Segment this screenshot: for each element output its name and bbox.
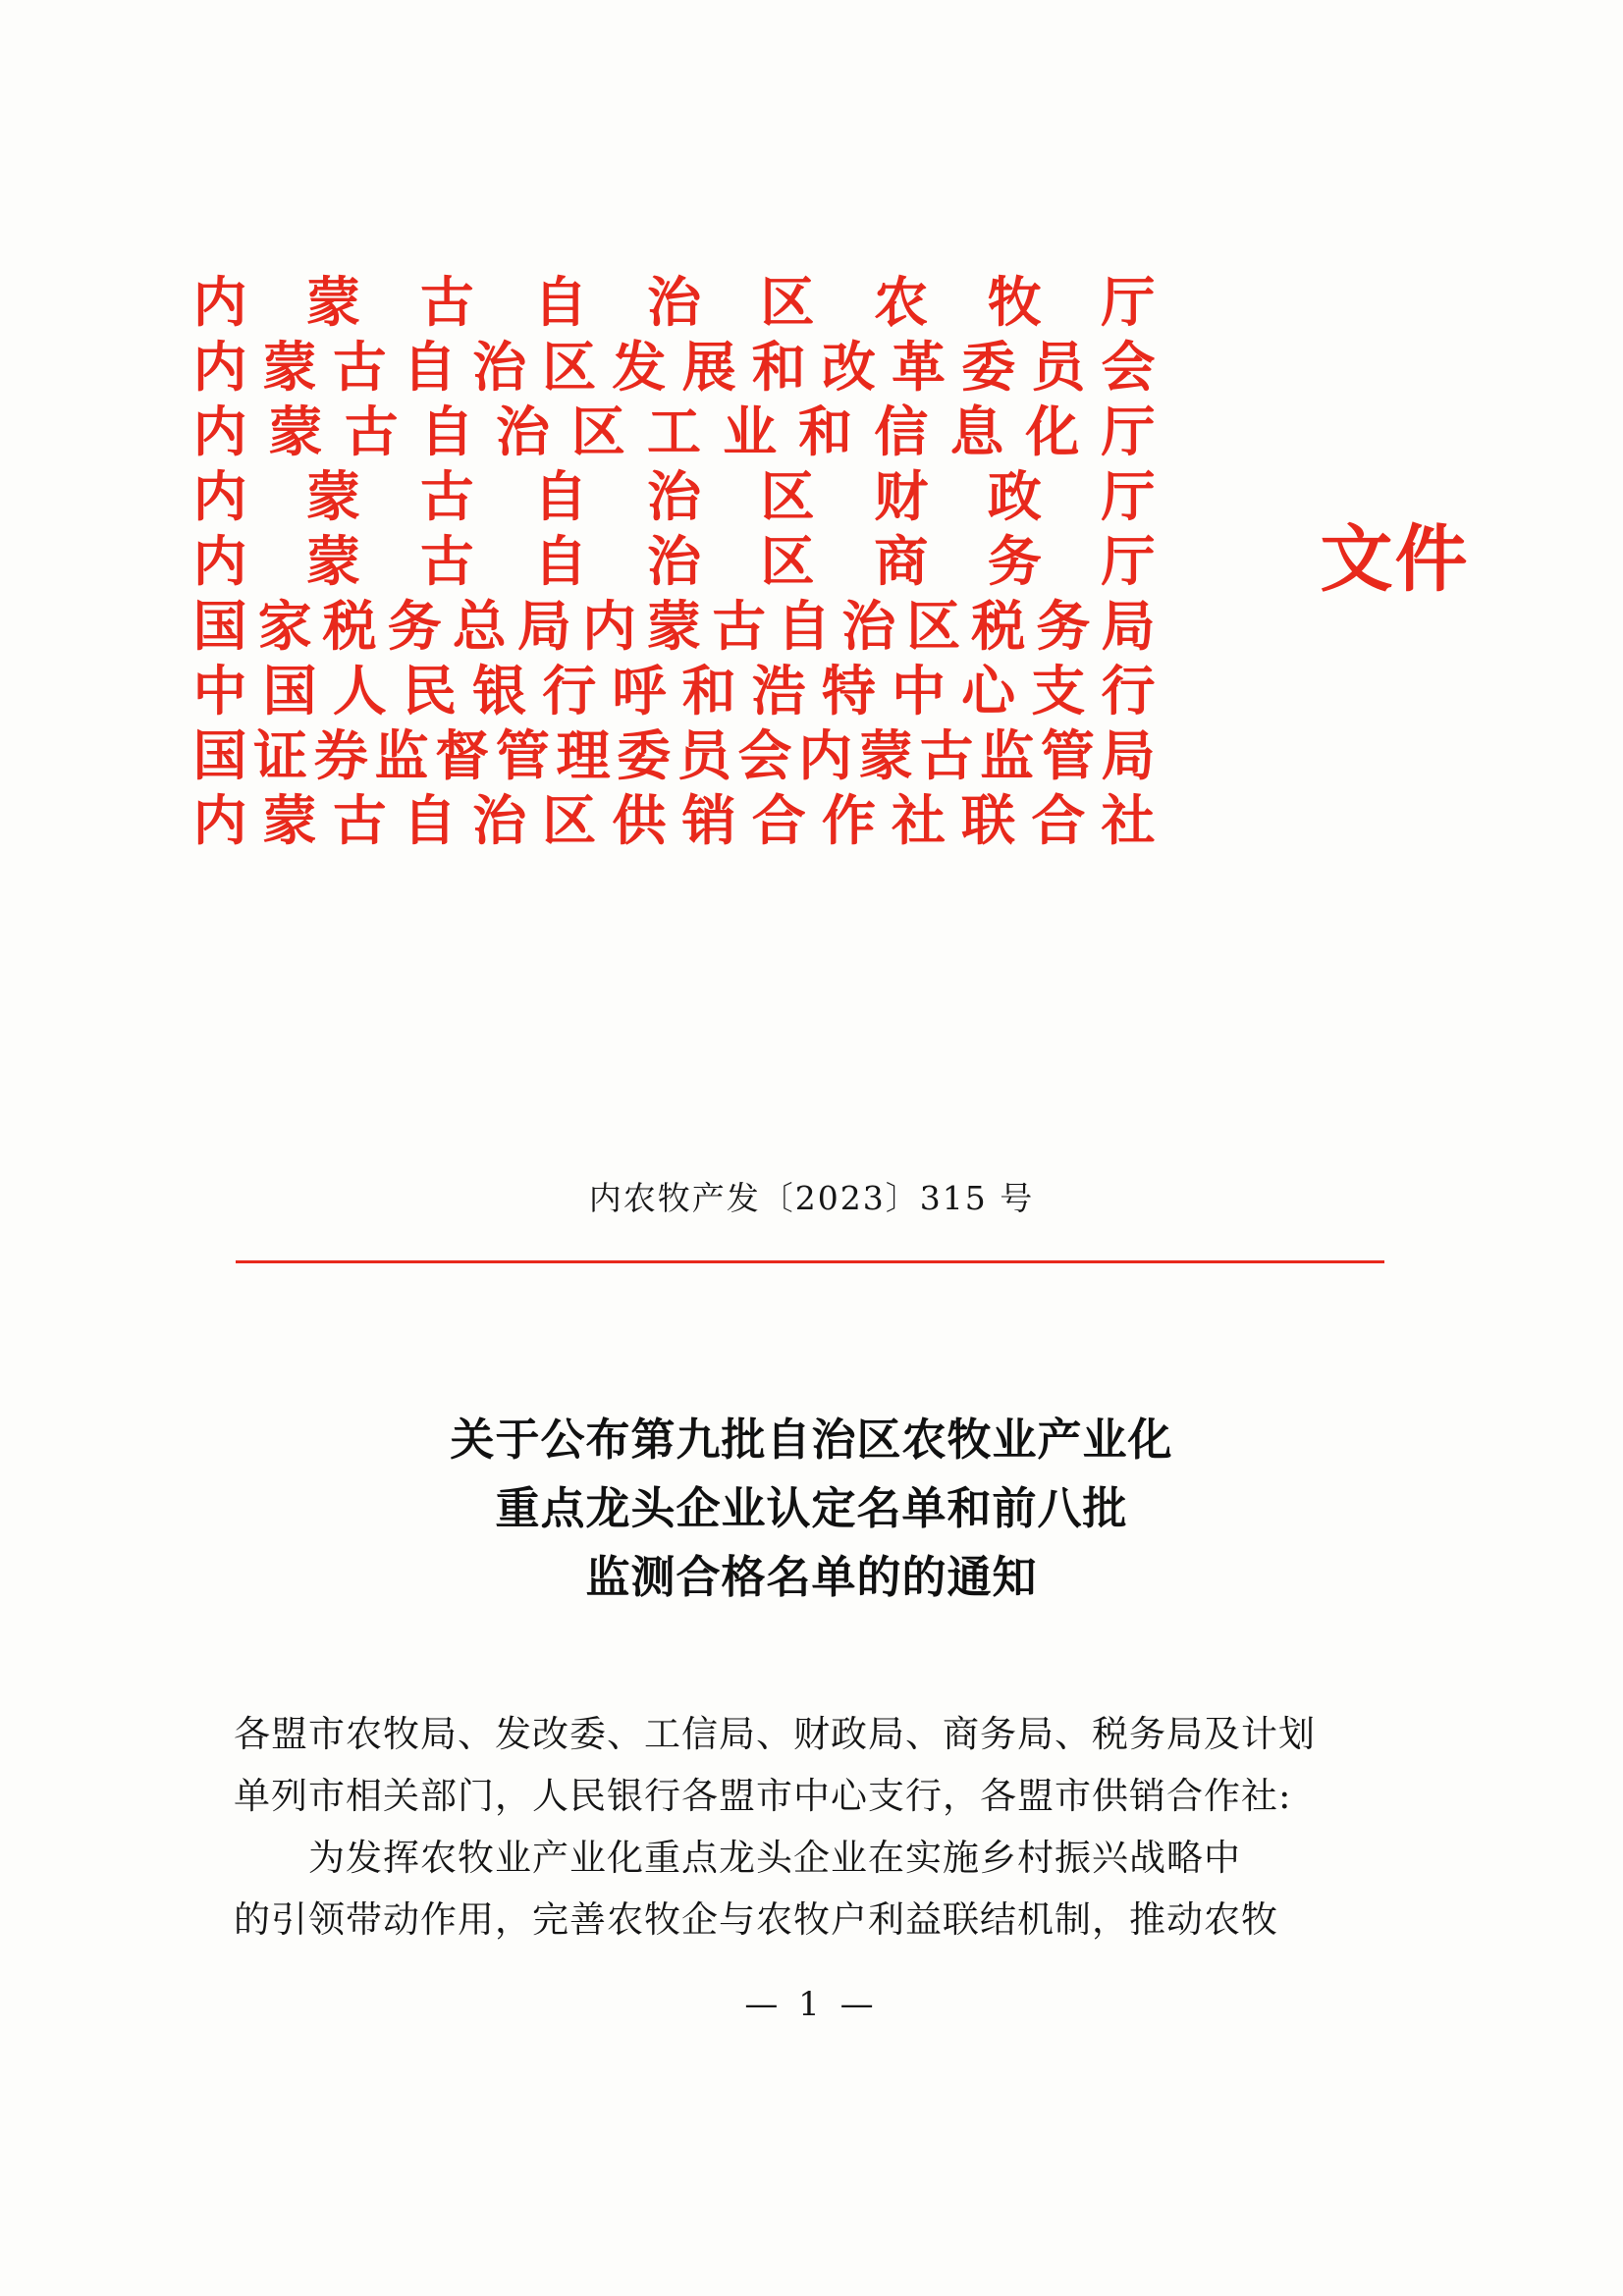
- agency-line-1: [193, 270, 1156, 335]
- addressee-line-1: 各盟市农牧局、发改委、工信局、财政局、商务局、税务局及计划: [234, 1713, 1316, 1755]
- agency-line-5: 内蒙古自治区商务厅: [192, 529, 1156, 593]
- issuing-agency-list: [193, 270, 1175, 853]
- document-body: [234, 1703, 1392, 1950]
- agency-line-4: 内蒙古自治区财政厅: [192, 464, 1156, 528]
- agency-line-8: 国证券监督管理委员会内蒙古监管局: [192, 723, 1156, 787]
- paragraph-1-line-1: 为发挥农牧业产业化重点龙头企业在实施乡村振兴战略中: [308, 1837, 1241, 1879]
- document-title: [0, 1406, 1623, 1612]
- agency-char: 农: [874, 270, 929, 334]
- agency-char: 蒙: [306, 270, 361, 334]
- agency-char: 古: [419, 270, 474, 334]
- agency-line-6: 国家税务总局内蒙古自治区税务局: [192, 594, 1156, 658]
- agency-char: 自: [533, 270, 588, 334]
- agency-char: 厅: [1101, 270, 1156, 334]
- agency-char: 牧: [987, 270, 1042, 334]
- document-number: 内农牧产发〔2023〕315 号: [588, 1179, 1035, 1217]
- addressee-line-2: 单列市相关部门，人民银行各盟市中心支行，各盟市供销合作社:: [234, 1775, 1292, 1817]
- agency-line-7: 中国人民银行呼和浩特中心支行: [192, 659, 1156, 722]
- agency-char: 治: [646, 270, 701, 334]
- agency-char: 内: [192, 270, 247, 334]
- title-line-3: 监测合格名单的的通知: [585, 1551, 1038, 1603]
- agency-line-3: 内蒙古自治区工业和信息化厅: [192, 400, 1156, 463]
- agency-line-9: 内蒙古自治区供销合作社联合社: [192, 788, 1156, 852]
- title-line-1: 关于公布第九批自治区农牧业产业化: [450, 1414, 1173, 1466]
- letterhead: [0, 270, 1623, 853]
- red-separator-rule: [236, 1260, 1384, 1263]
- paragraph-1-line-2: 的引领带动作用，完善农牧企与农牧户利益联结机制，推动农牧: [234, 1898, 1278, 1941]
- wenjian-label: 文件: [1320, 517, 1470, 602]
- agency-char: 区: [760, 270, 815, 334]
- agency-line-2: 内蒙古自治区发展和改革委员会: [192, 335, 1156, 399]
- page-number: — 1 —: [744, 1985, 879, 2024]
- title-line-2: 重点龙头企业认定名单和前八批: [495, 1482, 1128, 1534]
